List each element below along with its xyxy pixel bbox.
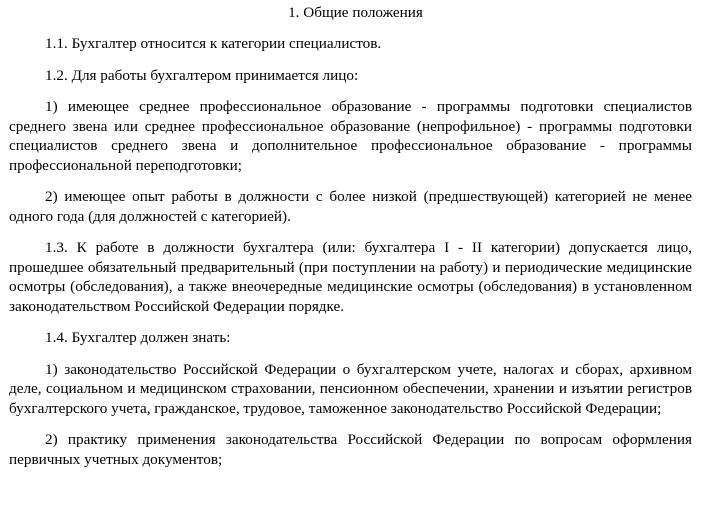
clause-1-2-item-2: 2) имеющее опыт работы в должности с более низкой (предшествующей) категорией не менее одного года (для должностей с категорией). bbox=[9, 188, 692, 225]
clause-1-1: 1.1. Бухгалтер относится к категории специалистов. bbox=[45, 35, 382, 52]
clause-1-4: 1.4. Бухгалтер должен знать: bbox=[45, 329, 231, 346]
clause-1-4-item-1: 1) законодательство Российской Федерации о бухгалтерском учете, налогах и сборах, архивном деле, социальном и медицинском страховании, пенсионном обеспечении, хранении и изъятии регистров бухгалтерского учета, гражданское, трудовое, таможенное законодательство Российской Федерации; bbox=[9, 360, 692, 417]
clause-1-3: 1.3. К работе в должности бухгалтера (или: бухгалтера I - II категории) допускается лицо, прошедшее обязательный предварительный (при поступлении на работу) и периодические медицинские осмотры (обследования), а также внеочередные медицинские осмотры (обследования) в установленном законодательством Российской Федерации порядке. bbox=[9, 239, 692, 315]
section-heading: 1. Общие положения bbox=[288, 4, 423, 21]
clause-1-2: 1.2. Для работы бухгалтером принимается лицо: bbox=[45, 66, 359, 84]
clause-1-4-item-2: 2) практику применения законодательства Российской Федерации по вопросам оформления первичных учетных документов; bbox=[9, 431, 692, 468]
clause-1-2-item-1: 1) имеющее среднее профессиональное образование - программы подготовки специалистов среднего звена или среднее профессиональное образование (непрофильное) - программы подготовки специалистов среднего звена и дополнительное профессиональное образование - программы профессиональной переподготовки; bbox=[9, 98, 692, 174]
